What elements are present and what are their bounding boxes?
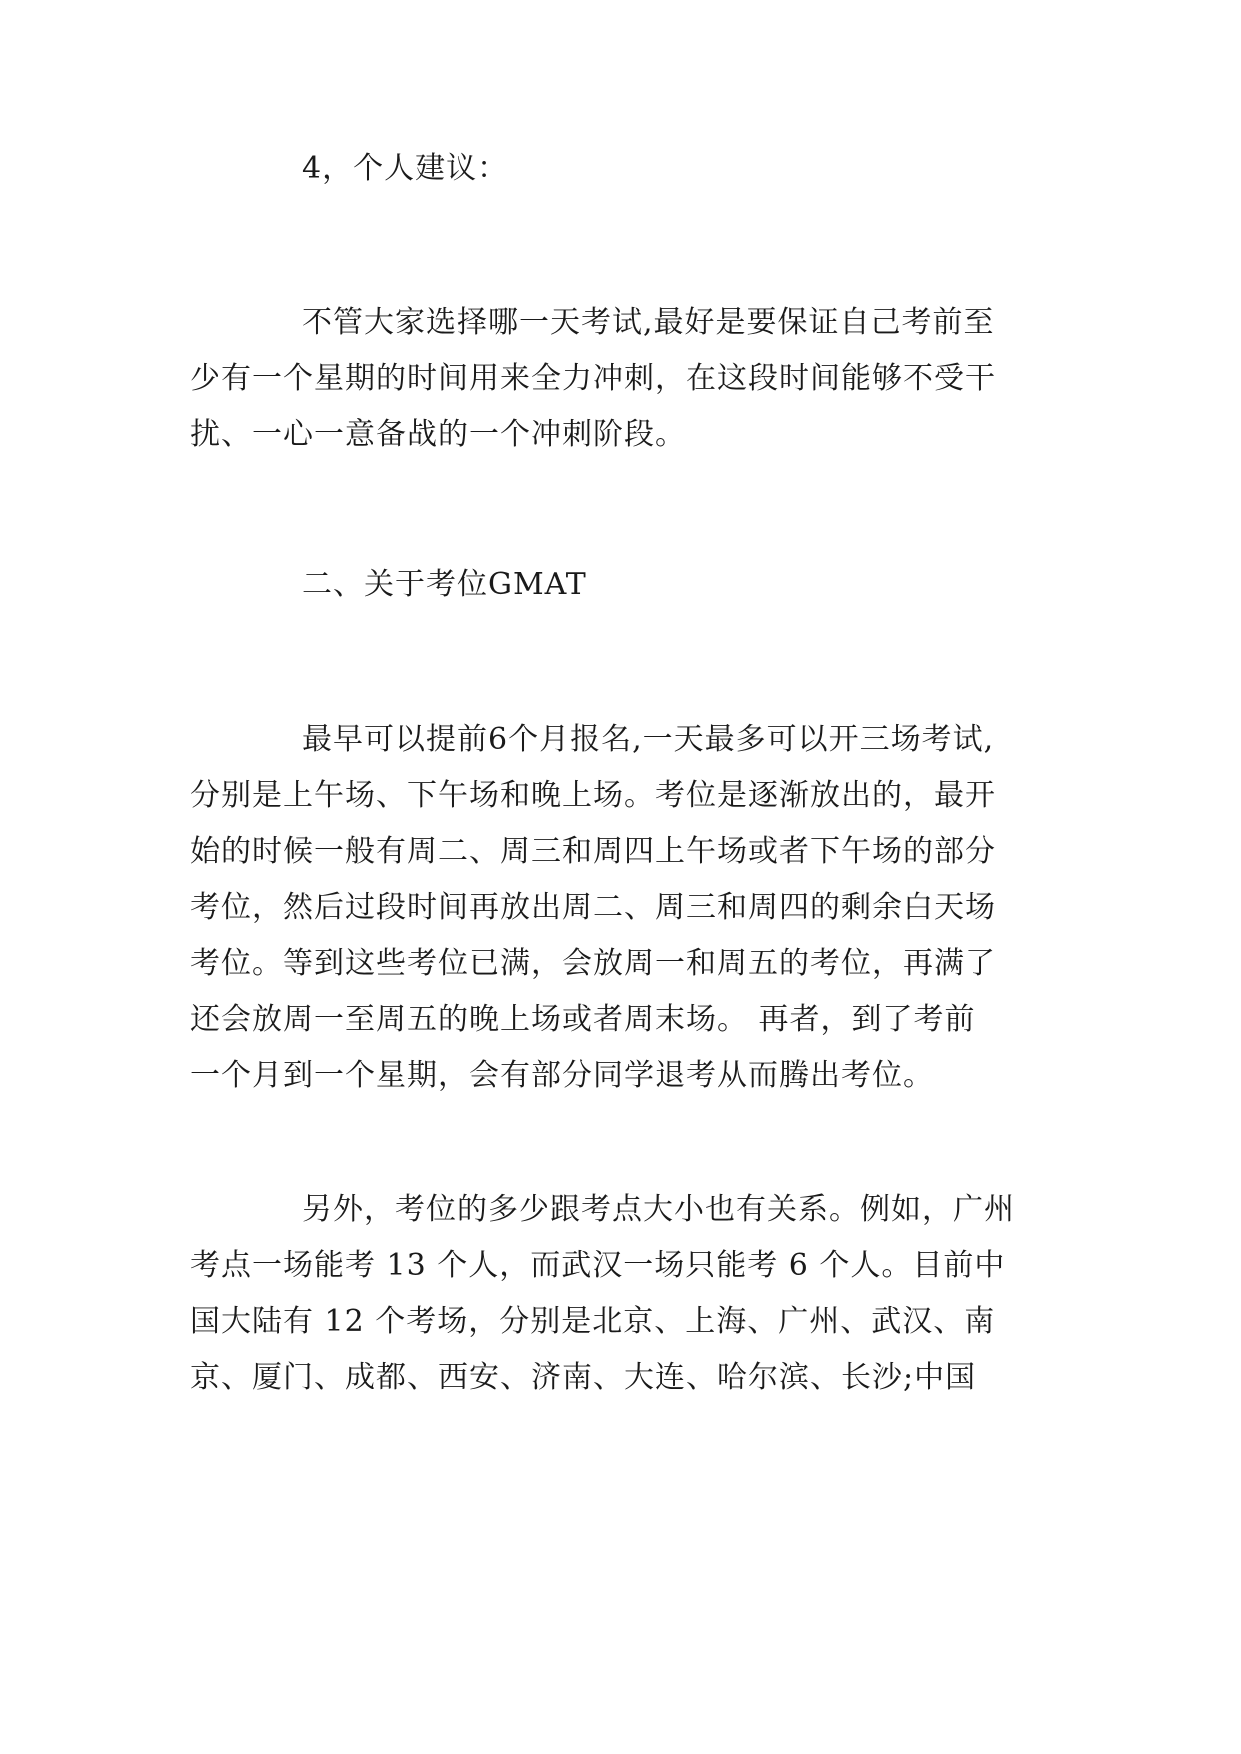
- heading-text: 4，个人建议：: [302, 151, 509, 186]
- paragraph-line: 考点一场能考 13 个人，而武汉一场只能考 6 个人。目前中: [190, 1248, 1006, 1283]
- paragraph-line: 还会放周一至周五的晚上场或者周末场。 再者，到了考前: [190, 1002, 976, 1037]
- paragraph-line: 另外，考位的多少跟考点大小也有关系。例如，广州: [302, 1192, 1015, 1227]
- section-heading-personal-advice: [190, 141, 1050, 197]
- paragraph-line: 一个月到一个星期，会有部分同学退考从而腾出考位。: [190, 1058, 934, 1093]
- paragraph-venue: [190, 1182, 1050, 1406]
- heading-text: 二、关于考位GMAT: [302, 567, 587, 602]
- paragraph-line: 考位，然后过段时间再放出周二、周三和周四的剩余白天场: [190, 890, 996, 925]
- paragraph-line: 京、厦门、成都、西安、济南、大连、哈尔滨、长沙;中国: [190, 1360, 977, 1395]
- paragraph-seat: [190, 712, 1050, 1104]
- paragraph-personal-advice: [190, 295, 1050, 463]
- paragraph-line: 扰、一心一意备战的一个冲刺阶段。: [190, 417, 686, 452]
- paragraph-line: 国大陆有 12 个考场，分别是北京、上海、广州、武汉、南: [190, 1304, 996, 1339]
- paragraph-line: 始的时候一般有周二、周三和周四上午场或者下午场的部分: [190, 834, 996, 869]
- paragraph-line: 不管大家选择哪一天考试,最好是要保证自己考前至: [302, 305, 995, 340]
- paragraph-line: 分别是上午场、下午场和晚上场。考位是逐渐放出的，最开: [190, 778, 996, 813]
- paragraph-line: 最早可以提前6个月报名,一天最多可以开三场考试,: [302, 722, 995, 757]
- section-heading-seat: [190, 557, 1050, 613]
- paragraph-line: 少有一个星期的时间用来全力冲刺，在这段时间能够不受干: [190, 361, 996, 396]
- paragraph-line: 考位。等到这些考位已满，会放周一和周五的考位，再满了: [190, 946, 996, 981]
